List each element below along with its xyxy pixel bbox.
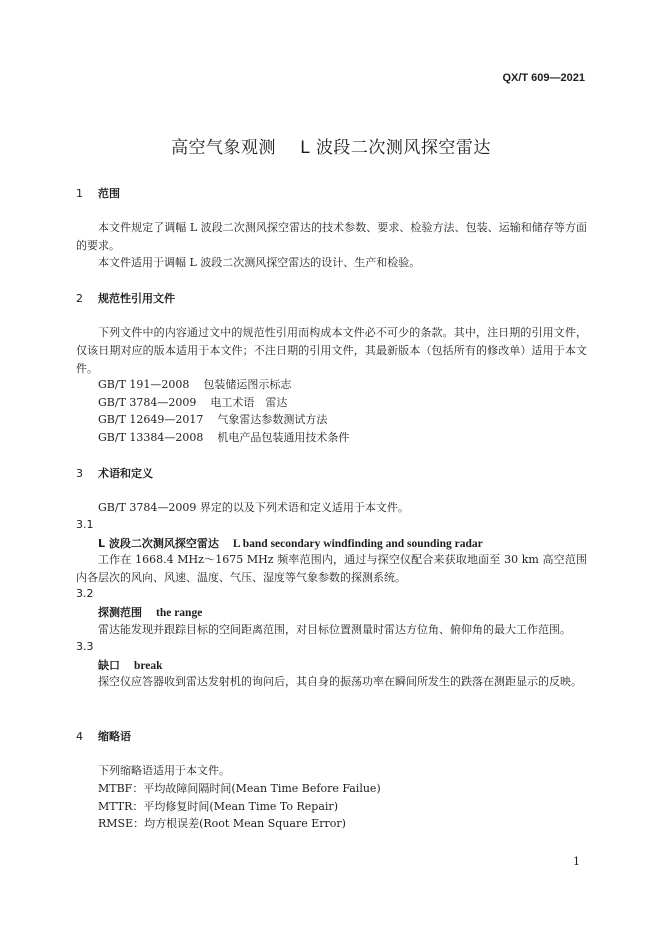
term-definition: 探空仪应答器收到雷达发射机的询问后，其自身的振荡功率在瞬间所发生的跌落在测距显示的反映。 [98,675,582,688]
term-title [98,535,483,551]
section-2-heading [76,290,175,306]
section-title: 范围 [98,187,120,200]
abbreviation-item: MTBF：平均故障间隔时间(Mean Time Before Failue) [98,782,381,795]
section-3-heading [76,465,153,481]
section-title: 缩略语 [98,730,131,743]
reference-item [98,394,287,412]
reference-code: GB/T 12649—2017 [98,413,204,426]
term-number: 3.2 [76,587,94,600]
term-en: break [134,660,163,672]
section-title: 规范性引用文件 [98,292,175,305]
abbreviation-item: RMSE：均方根误差(Root Mean Square Error) [98,817,346,830]
term-en: the range [156,607,203,619]
section-1-paragraph-2: 本文件适用于调幅 L 波段二次测风探空雷达的设计、生产和检验。 [98,256,421,269]
reference-code: GB/T 191—2008 [98,378,190,391]
section-1-heading [76,185,120,201]
term-title [98,604,202,620]
term-number: 3.3 [76,640,94,653]
abbreviation-item: MTTR：平均修复时间(Mean Time To Repair) [98,800,338,813]
reference-code: GB/T 13384—2008 [98,431,204,444]
reference-name: 电工术语 雷达 [210,396,288,409]
reference-code: GB/T 3784—2009 [98,396,197,409]
reference-name: 包装储运图示标志 [203,378,292,391]
term-title [98,657,163,673]
term-cn: L 波段二次测风探空雷达 [98,537,219,550]
term-definition: 工作在 1668.4 MHz～1675 MHz 频率范围内，通过与探空仪配合来获取地面至 30 km 高空范围内各层次的风向、风速、温度、气压、湿度等气象参数的探测系统。 [76,553,587,584]
section-3-intro: GB/T 3784—2009 界定的以及下列术语和定义适用于本文件。 [98,501,409,514]
title-main: 高空气象观测 [171,138,277,158]
section-4-heading [76,728,131,744]
term-cn: 探测范围 [98,606,142,619]
reference-name: 机电产品包装通用技术条件 [217,431,350,444]
section-number: 1 [76,187,83,200]
page-number: 1 [573,855,580,868]
section-number: 3 [76,467,83,480]
term-number: 3.1 [76,518,94,531]
section-number: 2 [76,292,83,305]
reference-item [98,411,327,429]
reference-item [98,429,349,447]
term-definition: 雷达能发现并跟踪目标的空间距离范围，对目标位置测量时雷达方位角、俯仰角的最大工作范围。 [98,623,571,636]
reference-name: 气象雷达参数测试方法 [217,413,328,426]
section-title: 术语和定义 [98,467,153,480]
document-title [0,133,662,158]
reference-item [98,376,291,394]
standard-code: QX/T 609—2021 [502,72,585,84]
section-2-paragraph-1: 下列文件中的内容通过文中的规范性引用而构成本文件必不可少的条款。其中，注日期的引用文件，仅该日期对应的版本适用于本文件；不注日期的引用文件，其最新版本（包括所有的修改单）适用于本文件。 [76,326,587,375]
section-1-paragraph-1: 本文件规定了调幅 L 波段二次测风探空雷达的技术参数、要求、检验方法、包装、运输和储存等方面的要求。 [76,221,587,252]
term-cn: 缺口 [98,659,120,672]
title-sub: L 波段二次测风探空雷达 [300,138,491,158]
section-number: 4 [76,730,83,743]
section-4-intro: 下列缩略语适用于本文件。 [98,764,230,777]
term-en: L band secondary windfinding and sounding radar [232,538,483,550]
